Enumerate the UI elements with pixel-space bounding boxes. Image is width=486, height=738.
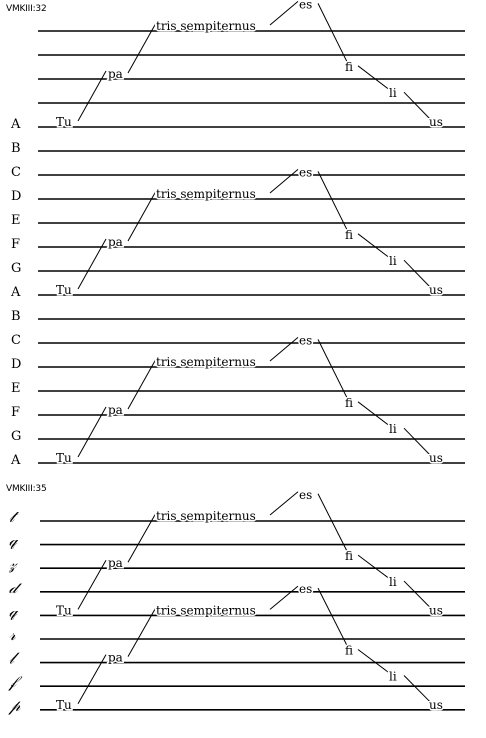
- melody-stroke: [270, 586, 298, 609]
- melody-syllable: pa: [108, 650, 123, 665]
- melody-syllable: us: [429, 697, 443, 712]
- melody-syllable: es: [299, 165, 313, 180]
- melody-stroke: [404, 581, 430, 607]
- pitch-label: D: [11, 189, 22, 204]
- melody-stroke: [358, 650, 390, 674]
- melody-syllable: us: [429, 115, 443, 129]
- melody-syllable: fi: [345, 59, 354, 74]
- pitch-label: G: [11, 261, 22, 276]
- melody-stroke: [404, 260, 430, 287]
- section-label-vmkiii-32: VMKIII:32: [6, 4, 47, 14]
- pitch-label: E: [11, 381, 21, 396]
- pitch-label: C: [11, 333, 21, 348]
- melody-stroke: [404, 675, 430, 701]
- melody-syllable: Tu: [56, 115, 72, 129]
- section-label-vmkiii-35: VMKIII:35: [6, 484, 47, 494]
- melody-stroke: [270, 1, 298, 25]
- melody-syllable: tris sempiternus: [156, 355, 256, 369]
- melody-syllable: Tu: [56, 603, 72, 618]
- neume-label: 𝓉: [9, 507, 15, 526]
- melody-stroke: [358, 66, 390, 90]
- melody-syllable: pa: [108, 67, 123, 81]
- melody-stroke: [358, 555, 390, 579]
- pitch-label: G: [11, 429, 22, 444]
- pitch-label: A: [11, 285, 21, 300]
- melody-syllable: Tu: [56, 451, 72, 465]
- neume-label: 𝓅: [9, 695, 21, 715]
- melody-stroke: [358, 234, 390, 258]
- pitch-label: B: [11, 309, 21, 324]
- melody-syllable: fi: [345, 395, 354, 410]
- melody-syllable: tris sempiternus: [156, 19, 256, 33]
- melody-stroke: [270, 492, 298, 515]
- melody-syllable: li: [389, 422, 397, 437]
- pitch-label: C: [11, 165, 21, 180]
- melody-syllable: li: [389, 86, 397, 101]
- pitch-label: E: [11, 213, 21, 228]
- neume-label: 𝓆: [9, 601, 18, 621]
- pitch-label: B: [11, 141, 21, 156]
- melody-syllable: pa: [108, 556, 123, 571]
- pitch-label: A: [11, 453, 21, 468]
- melody-stroke: [358, 402, 390, 426]
- pitch-label: F: [11, 405, 21, 420]
- melody-syllable: us: [429, 283, 443, 297]
- pitch-label: F: [11, 237, 21, 252]
- melody-syllable: fi: [345, 643, 354, 658]
- neume-label: 𝒹: [9, 577, 18, 597]
- melody-syllable: us: [429, 451, 443, 465]
- melody-stroke: [404, 92, 430, 119]
- melody-syllable: pa: [108, 235, 123, 249]
- pitch-label: A: [11, 117, 21, 132]
- melody-syllable: Tu: [56, 697, 72, 712]
- melody-stroke: [270, 169, 298, 193]
- neume-label: 𝓆: [9, 530, 18, 550]
- melody-syllable: fi: [345, 549, 354, 564]
- melody-stroke: [270, 337, 298, 361]
- melody-syllable: tris sempiternus: [156, 509, 256, 523]
- melody-syllable: es: [299, 333, 313, 348]
- melody-syllable: fi: [345, 227, 354, 242]
- melody-syllable: tris sempiternus: [156, 603, 256, 618]
- melody-syllable: li: [389, 575, 397, 590]
- melody-syllable: Tu: [56, 283, 72, 297]
- melody-syllable: pa: [108, 403, 123, 417]
- melody-syllable: li: [389, 669, 397, 684]
- melody-syllable: li: [389, 254, 397, 269]
- melody-syllable: es: [299, 582, 313, 597]
- pitch-label: D: [11, 357, 22, 372]
- neume-label: 𝓁: [9, 648, 15, 668]
- melody-syllable: tris sempiternus: [156, 187, 256, 201]
- melody-stroke: [404, 428, 430, 455]
- melody-syllable: es: [299, 487, 313, 502]
- melody-syllable: es: [299, 0, 313, 12]
- neume-label: 𝓇: [9, 625, 16, 644]
- neume-label: 𝒻: [9, 672, 17, 692]
- neume-label: 𝓏: [9, 554, 17, 574]
- melody-syllable: us: [429, 603, 443, 618]
